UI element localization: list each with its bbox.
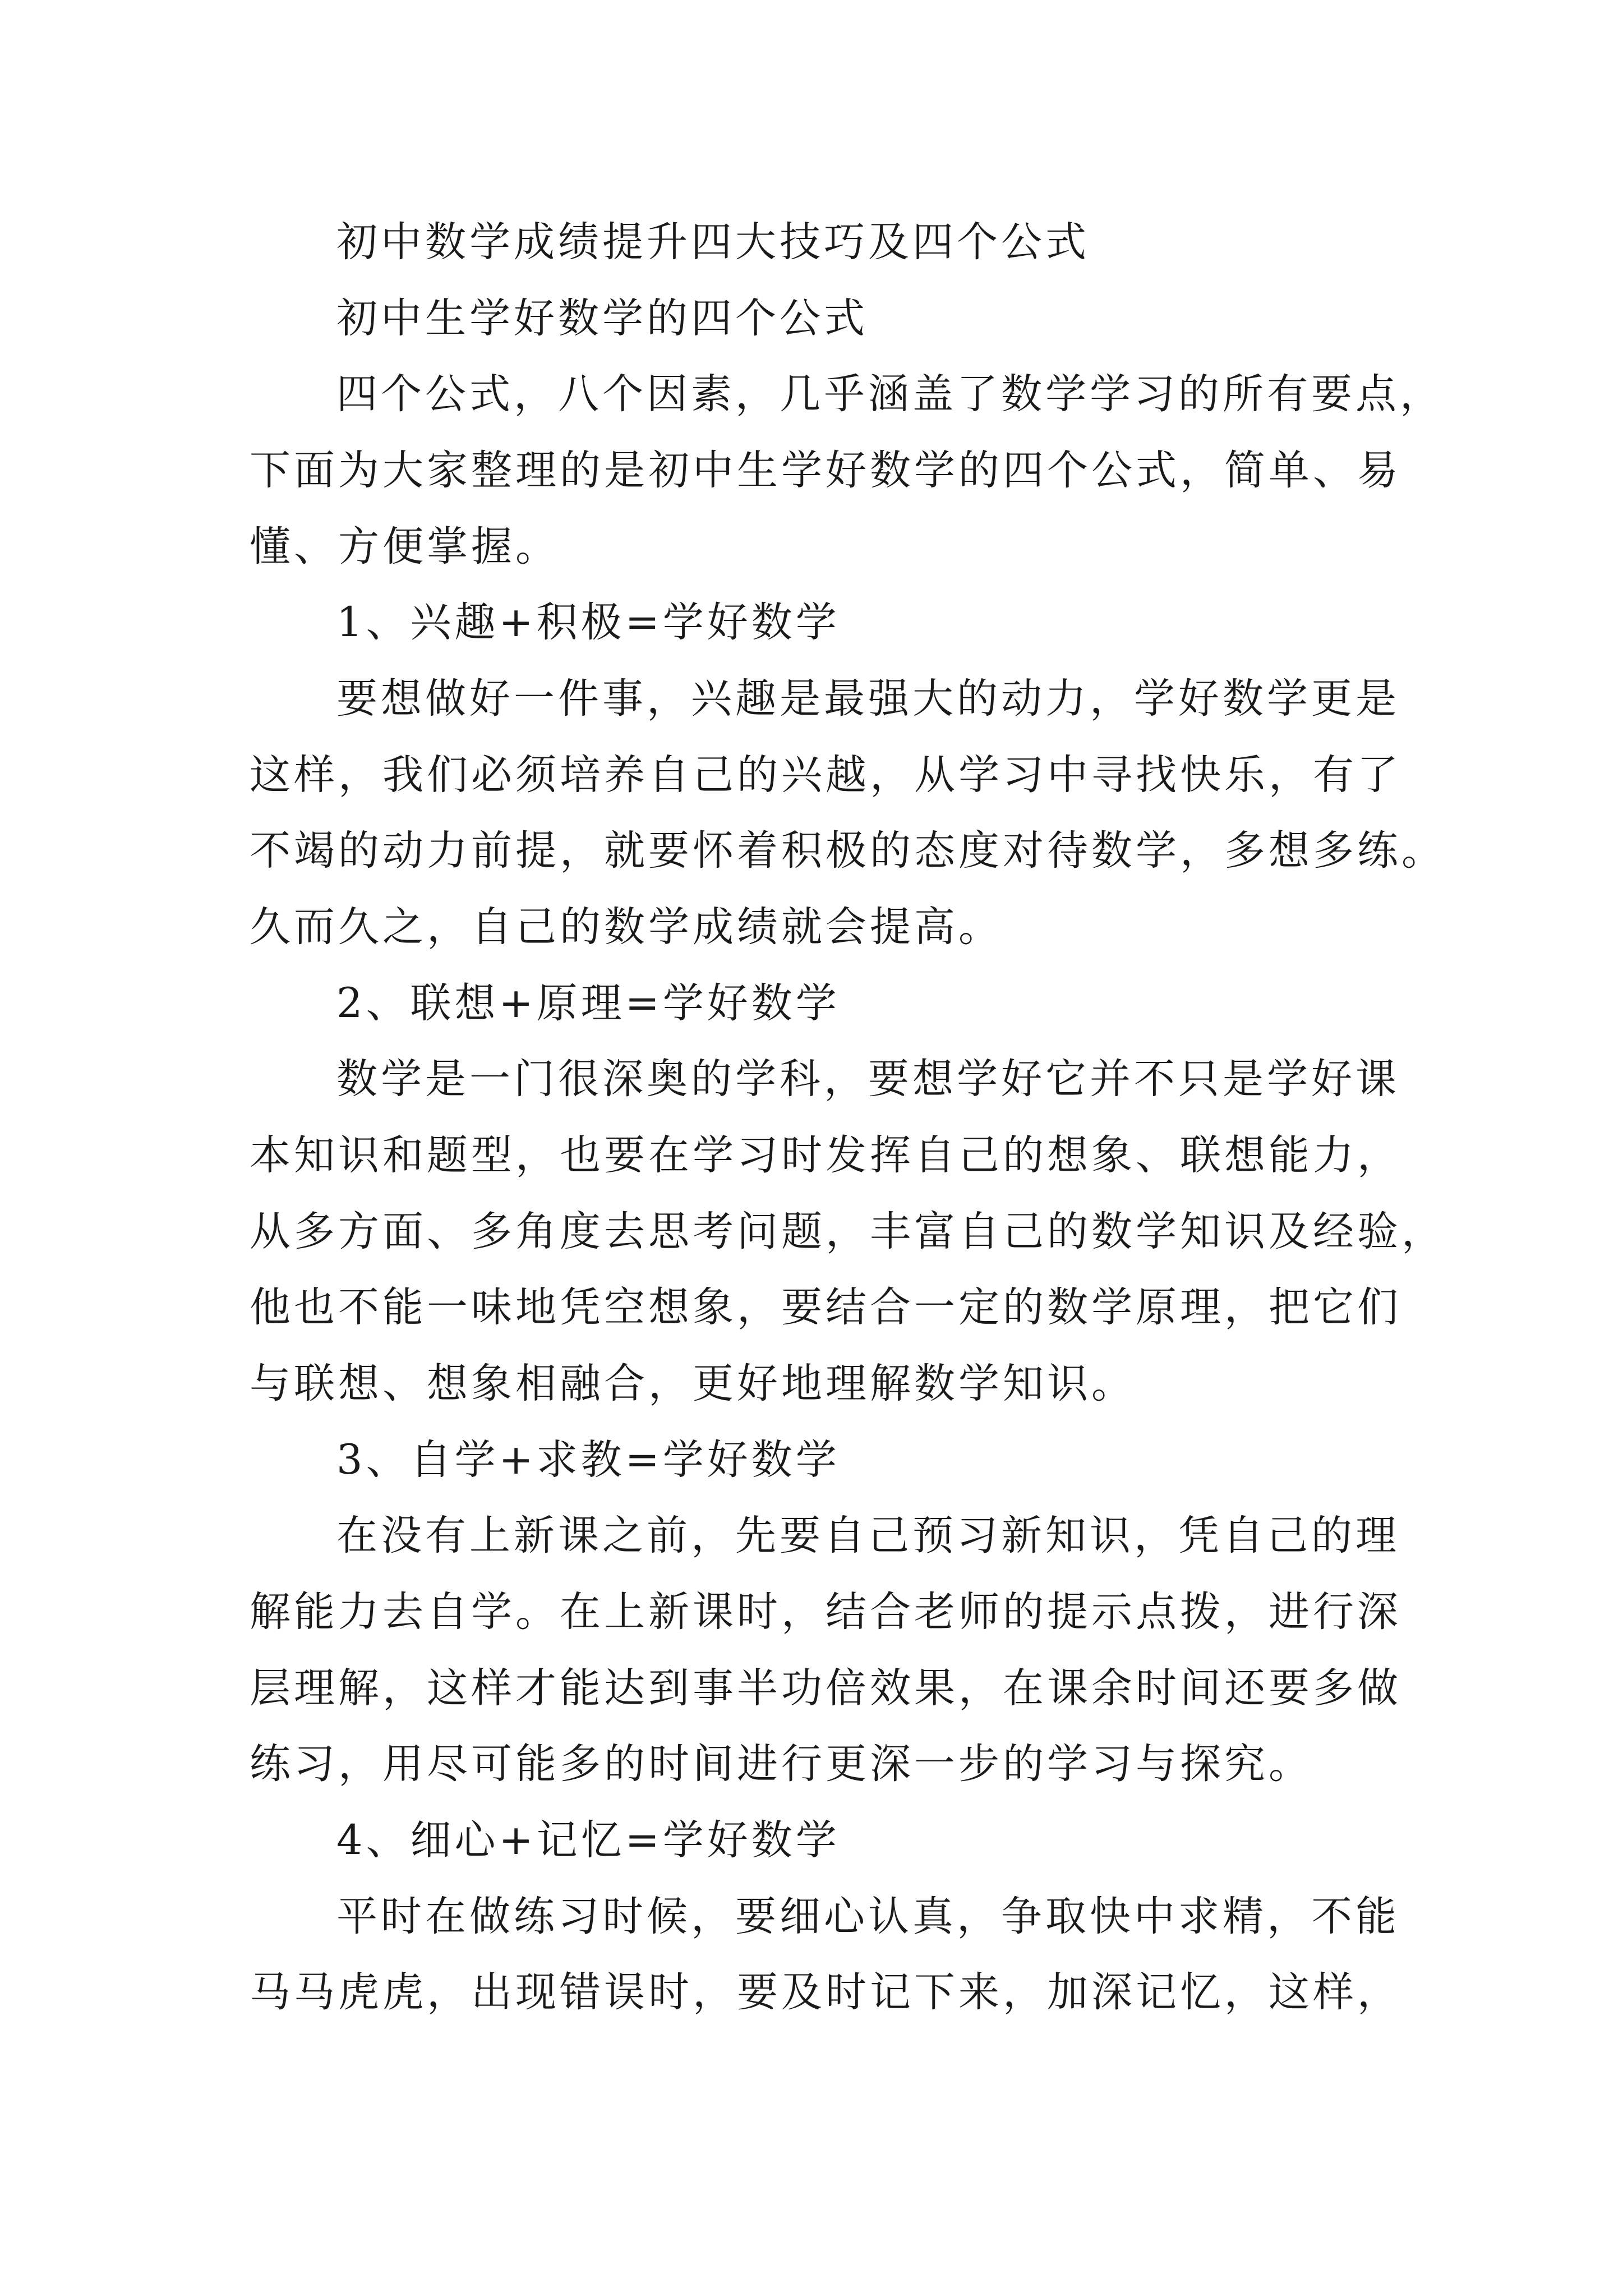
paragraph-line: 不竭的动力前提，就要怀着积极的态度对待数学，多想多练。 bbox=[250, 827, 1446, 875]
document-subtitle: 初中生学好数学的四个公式 bbox=[336, 295, 868, 342]
paragraph-line: 从多方面、多角度去思考问题，丰富自己的数学知识及经验， bbox=[250, 1208, 1446, 1255]
section-heading-4: 4、细心+记忆=学好数学 bbox=[336, 1816, 840, 1864]
section-heading-1: 1、兴趣+积极=学好数学 bbox=[336, 599, 840, 646]
paragraph-line: 要想做好一件事，兴趣是最强大的动力，学好数学更是 bbox=[336, 675, 1400, 723]
paragraph-line: 这样，我们必须培养自己的兴越，从学习中寻找快乐，有了 bbox=[250, 751, 1401, 799]
section-heading-2: 2、联想+原理=学好数学 bbox=[336, 979, 840, 1027]
paragraph-line: 平时在做练习时候，要细心认真，争取快中求精，不能 bbox=[336, 1893, 1400, 1940]
paragraph-line: 练习，用尽可能多的时间进行更深一步的学习与探究。 bbox=[250, 1740, 1313, 1788]
paragraph-line: 懂、方便掌握。 bbox=[250, 523, 560, 570]
section-heading-3: 3、自学+求教=学好数学 bbox=[336, 1436, 840, 1484]
paragraph-line: 本知识和题型，也要在学习时发挥自己的想象、联想能力， bbox=[250, 1131, 1401, 1179]
paragraph-line: 解能力去自学。在上新课时，结合老师的提示点拨，进行深 bbox=[250, 1588, 1401, 1636]
paragraph-line: 在没有上新课之前，先要自己预习新知识，凭自己的理 bbox=[336, 1512, 1400, 1559]
paragraph-line: 数学是一门很深奥的学科，要想学好它并不只是学好课 bbox=[336, 1055, 1400, 1103]
paragraph-line: 与联想、想象相融合，更好地理解数学知识。 bbox=[250, 1360, 1136, 1407]
paragraph-line: 马马虎虎，出现错误时，要及时记下来，加深记忆，这样， bbox=[250, 1968, 1401, 2016]
paragraph-line: 他也不能一味地凭空想象，要结合一定的数学原理，把它们 bbox=[250, 1283, 1401, 1331]
paragraph-line: 层理解，这样才能达到事半功倍效果，在课余时间还要多做 bbox=[250, 1664, 1401, 1712]
paragraph-line: 久而久之，自己的数学成绩就会提高。 bbox=[250, 903, 1003, 951]
paragraph-line: 下面为大家整理的是初中生学好数学的四个公式，简单、易 bbox=[250, 447, 1401, 494]
document-title: 初中数学成绩提升四大技巧及四个公式 bbox=[336, 218, 1090, 266]
paragraph-line: 四个公式，八个因素，几乎涵盖了数学学习的所有要点， bbox=[336, 370, 1444, 418]
